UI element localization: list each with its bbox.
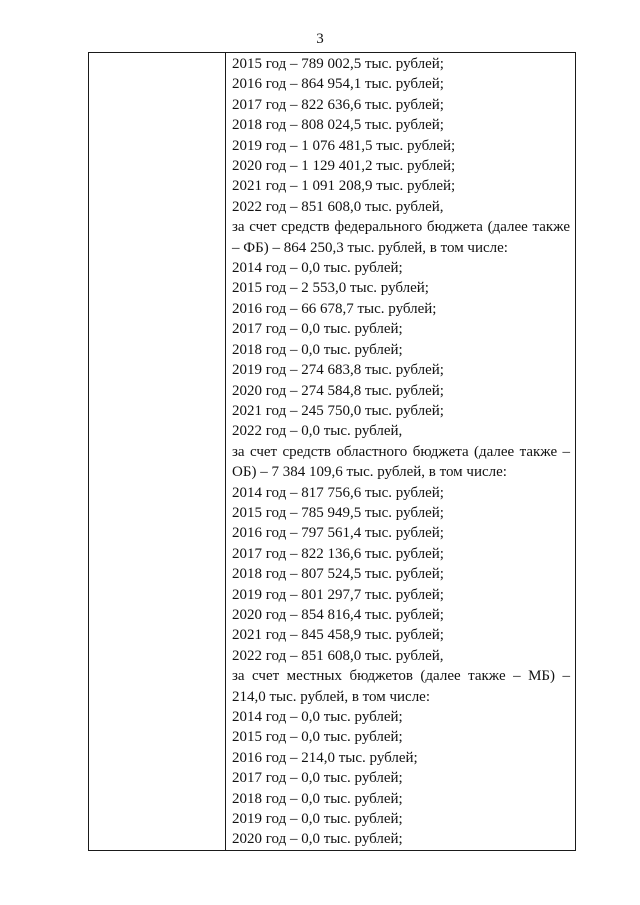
funding-line: 2019 год – 274 683,8 тыс. рублей; (232, 362, 444, 379)
funding-line: 2021 год – 845 458,9 тыс. рублей; (232, 627, 444, 644)
funding-line: 2021 год – 245 750,0 тыс. рублей; (232, 402, 444, 419)
funding-line: 2022 год – 851 608,0 тыс. рублей, (232, 198, 444, 215)
funding-line: 2015 год – 789 002,5 тыс. рублей; (232, 56, 444, 72)
funding-line: 2017 год – 0,0 тыс. рублей; (232, 770, 403, 787)
funding-line: 2022 год – 851 608,0 тыс. рублей, (232, 647, 444, 664)
funding-line: за счет местных бюджетов (далее также – МБ) – (232, 668, 570, 685)
funding-line: 2020 год – 0,0 тыс. рублей; (232, 831, 403, 848)
funding-line: 2015 год – 785 949,5 тыс. рублей; (232, 504, 444, 521)
funding-line: 2019 год – 0,0 тыс. рублей; (232, 811, 403, 828)
funding-lines (232, 54, 575, 850)
table-cell-right (226, 53, 576, 851)
funding-line: 2018 год – 807 524,5 тыс. рублей; (232, 566, 444, 583)
table-cell-left (89, 53, 226, 851)
funding-line: 2015 год – 0,0 тыс. рублей; (232, 729, 403, 746)
funding-line: 2016 год – 66 678,7 тыс. рублей; (232, 300, 437, 317)
funding-line: – ФБ) – 864 250,3 тыс. рублей, в том числе: (232, 239, 508, 256)
funding-line: за счет средств областного бюджета (далее также – (232, 443, 570, 460)
funding-line: 2016 год – 797 561,4 тыс. рублей; (232, 525, 444, 542)
funding-line: 2020 год – 854 816,4 тыс. рублей; (232, 606, 444, 623)
funding-line: 2018 год – 0,0 тыс. рублей; (232, 341, 403, 358)
page-number: 3 (316, 31, 324, 47)
funding-line: 2017 год – 0,0 тыс. рублей; (232, 321, 403, 338)
funding-line: 2014 год – 817 756,6 тыс. рублей; (232, 484, 444, 501)
funding-line: 2014 год – 0,0 тыс. рублей; (232, 709, 403, 725)
funding-line: 214,0 тыс. рублей, в том числе: (232, 688, 431, 705)
funding-line: 2019 год – 801 297,7 тыс. рублей; (232, 586, 444, 603)
funding-line: 2020 год – 1 129 401,2 тыс. рублей; (232, 158, 456, 175)
funding-line: 2015 год – 2 553,0 тыс. рублей; (232, 280, 429, 297)
funding-line: 2016 год – 214,0 тыс. рублей; (232, 749, 418, 766)
funding-line: ОБ) – 7 384 109,6 тыс. рублей, в том числе: (232, 464, 507, 481)
funding-line: 2021 год – 1 091 208,9 тыс. рублей; (232, 178, 456, 195)
funding-line: 2018 год – 0,0 тыс. рублей; (232, 790, 403, 807)
funding-line: 2014 год – 0,0 тыс. рублей; (232, 260, 403, 277)
funding-line: 2022 год – 0,0 тыс. рублей, (232, 423, 403, 440)
funding-table (88, 52, 576, 851)
funding-line: 2017 год – 822 636,6 тыс. рублей; (232, 96, 444, 113)
funding-line: 2016 год – 864 954,1 тыс. рублей; (232, 76, 444, 93)
funding-line: за счет средств федерального бюджета (далее также (232, 219, 570, 236)
table-row (89, 53, 576, 851)
funding-line: 2019 год – 1 076 481,5 тыс. рублей; (232, 137, 456, 154)
funding-line: 2018 год – 808 024,5 тыс. рублей; (232, 117, 444, 134)
funding-line: 2017 год – 822 136,6 тыс. рублей; (232, 545, 444, 562)
funding-line: 2020 год – 274 584,8 тыс. рублей; (232, 382, 444, 399)
